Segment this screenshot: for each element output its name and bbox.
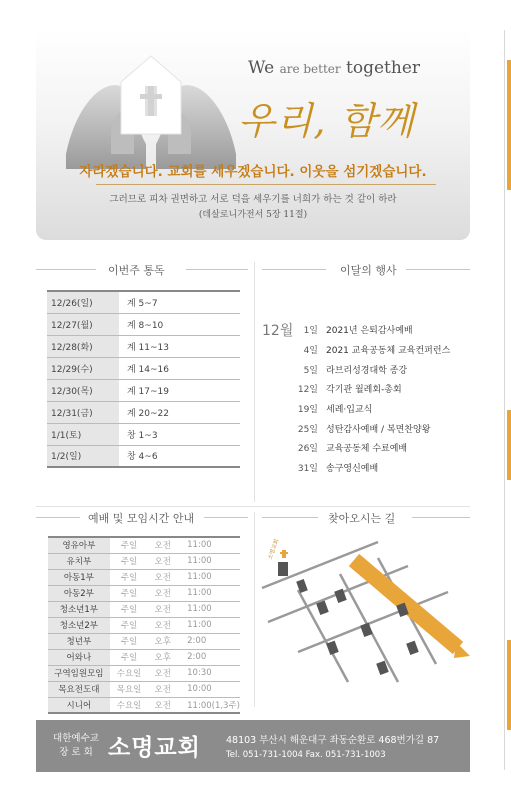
church-motto: 자라겠습니다. 교회를 세우겠습니다. 이웃을 섬기겠습니다.: [79, 164, 427, 180]
service-name: 어와나: [48, 649, 110, 665]
service-ampm: 오전: [148, 585, 177, 601]
event-name: 세례·입교식: [326, 405, 373, 416]
reading-passage: 계 14~16: [119, 357, 240, 379]
service-day: 주일: [110, 617, 149, 633]
service-time: 10:00: [177, 681, 240, 697]
events-title: 이달의 행사: [340, 264, 397, 277]
reading-date: 12/31(금): [47, 401, 119, 423]
service-row: [48, 617, 240, 633]
directions-title: 찾아오시는 길: [328, 512, 396, 525]
church-phone: Tel. 051-731-1004 Fax. 051-731-1003: [226, 750, 386, 760]
event-item: [290, 438, 470, 458]
service-ampm: 오전: [148, 601, 177, 617]
service-name: 구역임원모임: [48, 665, 110, 681]
events-section-header: [262, 262, 470, 278]
service-day: 주일: [110, 553, 149, 569]
reading-section-header: [36, 262, 248, 278]
service-name: 유치부: [48, 553, 110, 569]
page-edge-accent: [507, 60, 511, 190]
service-time: 11:00: [177, 601, 240, 617]
service-name: 영유아부: [48, 537, 110, 553]
services-section-header: [36, 510, 248, 526]
event-item: [290, 458, 470, 478]
services-table: [48, 536, 240, 714]
reading-row: [47, 379, 240, 401]
service-ampm: 오후: [148, 633, 177, 649]
reading-passage: 계 5~7: [119, 291, 240, 313]
service-row: [48, 553, 240, 569]
reading-date: 1/1(토): [47, 423, 119, 445]
reading-passage: 계 17~19: [119, 379, 240, 401]
reading-row: [47, 335, 240, 357]
service-ampm: 오전: [148, 697, 177, 713]
service-time: 2:00: [177, 633, 240, 649]
motto-divider: [96, 184, 436, 185]
service-row: [48, 633, 240, 649]
service-time: 11:00: [177, 537, 240, 553]
reading-date: 12/30(목): [47, 379, 119, 401]
calligraphy-title: 우리, 함께: [238, 99, 415, 143]
page-edge-accent: [507, 640, 511, 730]
reading-passage: 계 11~13: [119, 335, 240, 357]
reading-row: [47, 313, 240, 335]
event-name: 2021 교육공동체 교육컨퍼런스: [326, 346, 451, 357]
directions-map: [258, 532, 472, 692]
service-row: [48, 601, 240, 617]
column-divider: [254, 512, 255, 707]
service-day: 주일: [110, 569, 149, 585]
event-name: 성탄감사예배 / 복면찬양왕: [326, 424, 431, 435]
service-day: 주일: [110, 601, 149, 617]
service-ampm: 오전: [148, 681, 177, 697]
service-name: 아동2부: [48, 585, 110, 601]
events-month: 12월: [262, 323, 294, 339]
reading-row: [47, 401, 240, 423]
event-day: 31일: [297, 464, 318, 475]
service-ampm: 오전: [148, 569, 177, 585]
service-name: 아동1부: [48, 569, 110, 585]
event-item: [290, 359, 470, 379]
column-divider: [254, 262, 255, 502]
page-edge-line: [504, 30, 505, 770]
service-time: 11:00: [177, 585, 240, 601]
event-day: 26일: [297, 444, 318, 455]
service-time: 11:00: [177, 553, 240, 569]
tagline: We are better together: [248, 58, 421, 78]
service-time: 10:30: [177, 665, 240, 681]
service-day: 주일: [110, 633, 149, 649]
bible-verse: 그러므로 피차 권면하고 서로 덕을 세우기를 너희가 하는 것 같이 하라: [109, 194, 397, 205]
event-name: 교육공동체 수료예배: [326, 444, 408, 455]
reading-passage: 창 1~3: [119, 423, 240, 445]
service-name: 시니어: [48, 697, 110, 713]
event-item: [290, 340, 470, 360]
reading-row: [47, 357, 240, 379]
service-day: 목요일: [110, 681, 149, 697]
event-name: 2021년 은퇴감사예배: [326, 326, 413, 337]
service-row: [48, 585, 240, 601]
service-name: 청소년2부: [48, 617, 110, 633]
event-item: [290, 418, 470, 438]
service-day: 주일: [110, 537, 149, 553]
event-item: [290, 399, 470, 419]
reading-title: 이번주 통독: [108, 264, 165, 277]
event-item: [290, 379, 470, 399]
directions-section-header: [262, 510, 470, 526]
footer-bar: [36, 720, 470, 772]
service-time: 11:00(1,3주): [177, 697, 240, 713]
service-row: [48, 569, 240, 585]
service-ampm: 오전: [148, 537, 177, 553]
event-day: 25일: [297, 424, 318, 435]
service-name: 청년부: [48, 633, 110, 649]
bible-verse-reference: (데살로니가전서 5장 11절): [198, 210, 308, 220]
event-name: 송구영신예배: [326, 464, 379, 475]
service-ampm: 오전: [148, 665, 177, 681]
reading-date: 12/28(화): [47, 335, 119, 357]
services-title: 예배 및 모임시간 안내: [88, 512, 195, 525]
service-ampm: 오후: [148, 649, 177, 665]
service-row: [48, 649, 240, 665]
reading-passage: 계 8~10: [119, 313, 240, 335]
service-time: 2:00: [177, 649, 240, 665]
reading-passage: 창 4~6: [119, 445, 240, 467]
event-item: [290, 320, 470, 340]
header-banner: [36, 28, 470, 240]
service-time: 11:00: [177, 569, 240, 585]
event-name: 라브리성경대학 종강: [326, 365, 408, 376]
denomination: 대한예수교 장 로 회: [53, 733, 99, 758]
service-day: 주일: [110, 585, 149, 601]
service-row: [48, 697, 240, 713]
service-name: 목요전도대: [48, 681, 110, 697]
reading-date: 12/27(월): [47, 313, 119, 335]
reading-passage: 계 20~22: [119, 401, 240, 423]
service-time: 11:00: [177, 617, 240, 633]
service-row: [48, 537, 240, 553]
service-row: [48, 681, 240, 697]
service-day: 수요일: [110, 665, 149, 681]
reading-row: [47, 423, 240, 445]
church-name: 소명교회: [108, 735, 201, 761]
event-day: 1일: [303, 326, 318, 337]
service-day: 주일: [110, 649, 149, 665]
reading-table: [47, 290, 240, 468]
event-name: 각기관 월례회-총회: [326, 385, 402, 396]
event-day: 12일: [297, 385, 318, 396]
service-name: 청소년1부: [48, 601, 110, 617]
reading-row: [47, 445, 240, 467]
section-divider: [36, 506, 470, 507]
reading-date: 12/29(수): [47, 357, 119, 379]
events-list: [290, 320, 470, 478]
reading-date: 12/26(일): [47, 291, 119, 313]
service-day: 수요일: [110, 697, 149, 713]
reading-date: 1/2(일): [47, 445, 119, 467]
event-day: 4일: [303, 346, 318, 357]
page-edge-accent: [507, 410, 511, 480]
map-church-label: 소명교회: [267, 538, 281, 561]
service-row: [48, 665, 240, 681]
event-day: 5일: [303, 365, 318, 376]
church-address: 48103 부산시 해운대구 좌동순환로 468번가길 87: [226, 735, 440, 746]
service-ampm: 오전: [148, 553, 177, 569]
event-day: 19일: [297, 405, 318, 416]
reading-row: [47, 291, 240, 313]
service-ampm: 오전: [148, 617, 177, 633]
hands-house-illustration: [56, 34, 246, 169]
